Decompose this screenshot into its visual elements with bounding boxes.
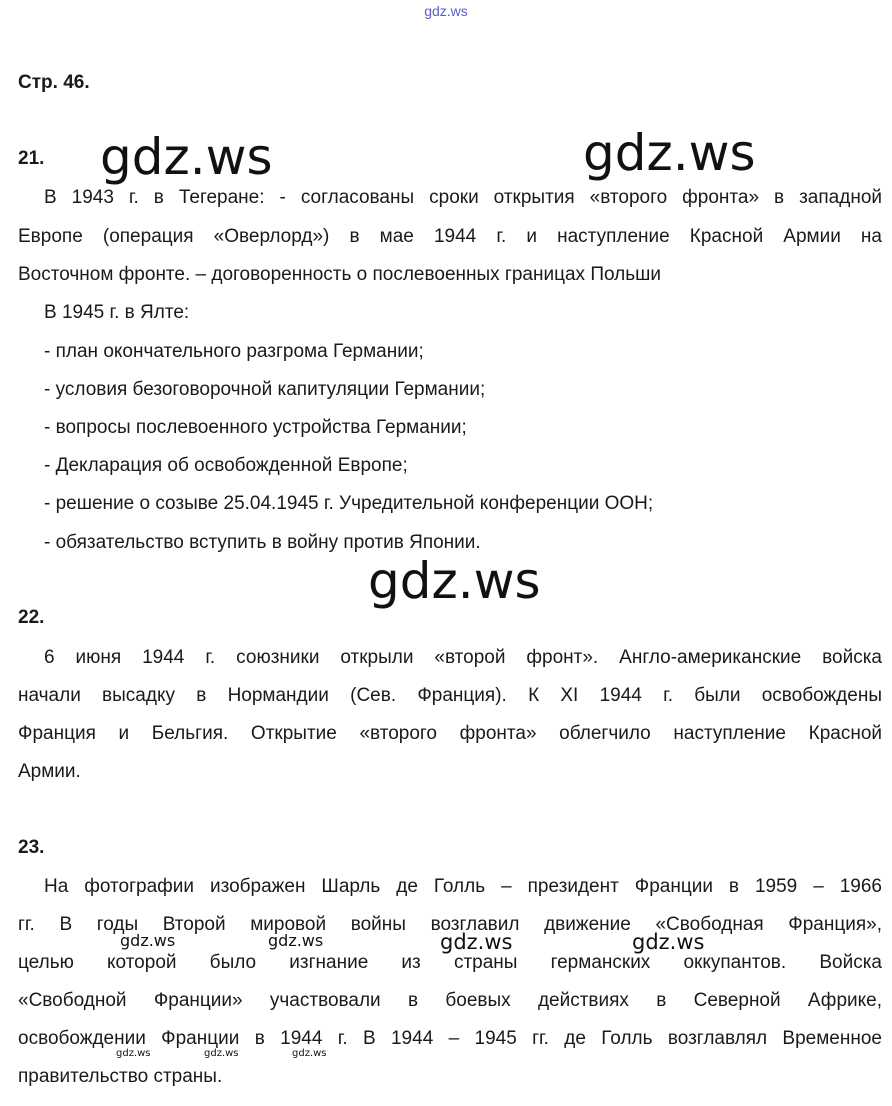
q21-list-item: - Декларация об освобожденной Европе;: [44, 455, 408, 476]
page-heading: Стр. 46.: [18, 72, 90, 93]
q22-line: 6 июня 1944 г. союзники открыли «второй фронт». Англо-американские войска: [44, 647, 882, 668]
question-number-21: 21.: [18, 148, 45, 169]
q21-list-item: - решение о созыве 25.04.1945 г. Учредительной конференции ООН;: [44, 493, 654, 514]
watermark: gdz.ws: [100, 128, 273, 186]
q23-line: правительство страны.: [18, 1066, 223, 1087]
q23-line: освобождении Франции в 1944 г. В 1944 – 1945 гг. де Голль возглавлял Временное: [18, 1028, 882, 1049]
q22-line: начали высадку в Нормандии (Сев. Франция). К XI 1944 г. были освобождены: [18, 685, 882, 706]
q21-list-item: - план окончательного разгрома Германии;: [44, 341, 424, 362]
q23-line: «Свободной Франции» участвовали в боевых действиях в Северной Африке,: [18, 990, 882, 1011]
watermark: gdz.ws: [268, 931, 324, 950]
q22-line: Армии.: [18, 761, 81, 782]
q21-line: Восточном фронте. – договоренность о послевоенных границах Польши: [18, 264, 661, 285]
watermark: gdz.ws: [583, 124, 756, 182]
q23-line: целью которой было изгнание из страны германских оккупантов. Войска: [18, 952, 882, 973]
q21-line: Европе (операция «Оверлорд») в мае 1944 г. и наступление Красной Армии на: [18, 226, 882, 247]
q21-list-item: - обязательство вступить в войну против Японии.: [44, 532, 481, 553]
watermark: gdz.ws: [368, 552, 541, 610]
watermark: gdz.ws: [440, 930, 513, 954]
watermark: gdz.ws: [292, 1048, 327, 1059]
watermark: gdz.ws: [632, 930, 705, 954]
header-watermark: gdz.ws: [424, 3, 468, 19]
q21-line: В 1945 г. в Ялте:: [44, 302, 190, 323]
q23-line: гг. В годы Второй мировой войны возглавил движение «Свободная Франция»,: [18, 914, 882, 935]
watermark: gdz.ws: [116, 1048, 151, 1059]
question-number-23: 23.: [18, 837, 45, 858]
watermark: gdz.ws: [204, 1048, 239, 1059]
q21-list-item: - условия безоговорочной капитуляции Германии;: [44, 379, 486, 400]
q21-line: В 1943 г. в Тегеране: - согласованы сроки открытия «второго фронта» в западной: [44, 187, 882, 208]
watermark: gdz.ws: [120, 931, 176, 950]
q23-line: На фотографии изображен Шарль де Голль – президент Франции в 1959 – 1966: [44, 876, 882, 897]
q22-line: Франция и Бельгия. Открытие «второго фронта» облегчило наступление Красной: [18, 723, 882, 744]
question-number-22: 22.: [18, 607, 45, 628]
q21-list-item: - вопросы послевоенного устройства Германии;: [44, 417, 467, 438]
